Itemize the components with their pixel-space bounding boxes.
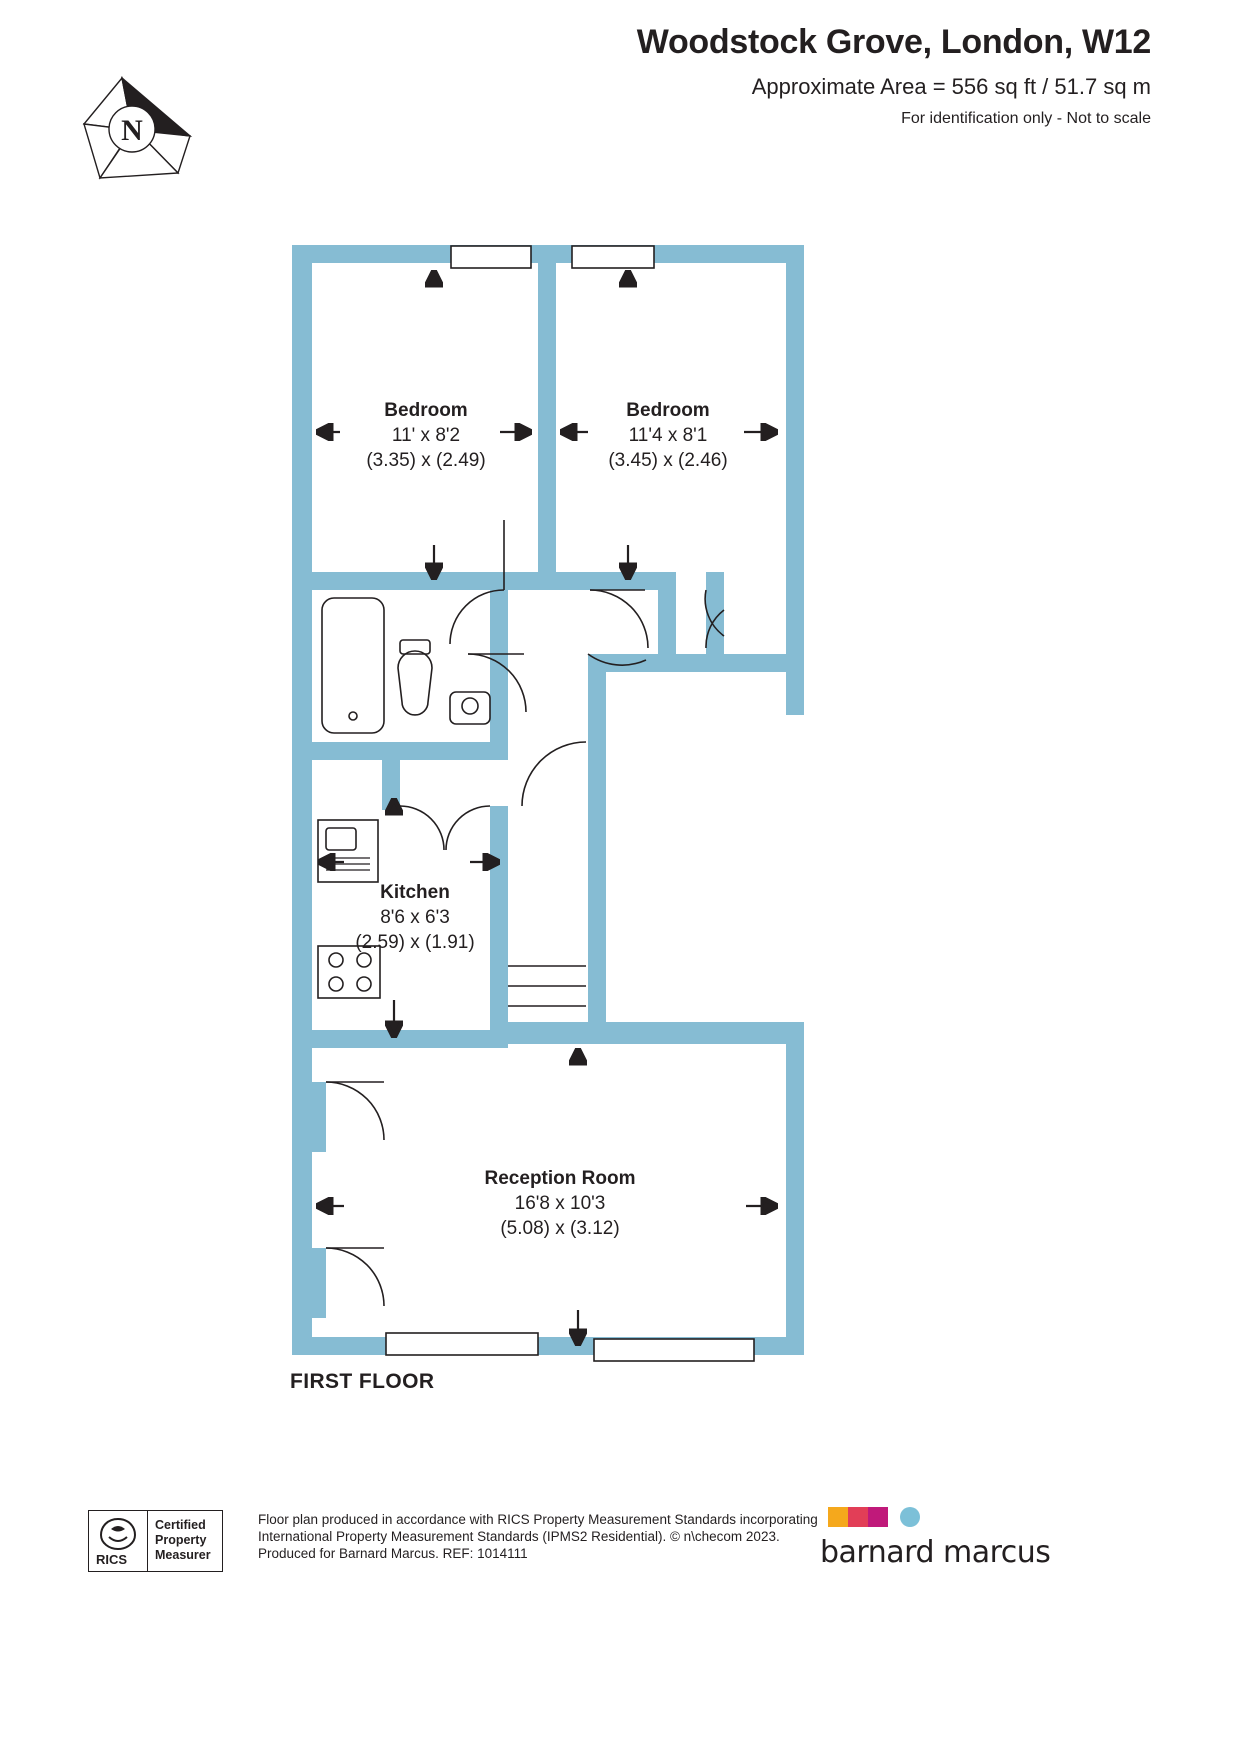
rics-crest-icon <box>95 1517 141 1551</box>
disclaimer-text <box>258 1511 818 1562</box>
room-dim-metric: (3.35) x (2.49) <box>366 450 486 471</box>
rics-certification-text <box>148 1511 211 1571</box>
room-name: Kitchen <box>380 882 450 903</box>
rics-wordmark: RICS <box>96 1552 128 1567</box>
plan-footer <box>0 1495 1241 1625</box>
toilet-icon <box>398 651 432 715</box>
room-label-bedroom-2 <box>578 398 758 473</box>
window-bedroom-1 <box>451 246 531 268</box>
room-name: Reception Room <box>484 1168 636 1189</box>
room-dim-metric: (3.45) x (2.46) <box>608 450 728 471</box>
brand-dot-4 <box>900 1507 920 1527</box>
room-name: Bedroom <box>626 400 710 421</box>
bathroom-fixtures <box>322 598 490 733</box>
brand-dots <box>828 1507 1080 1529</box>
window-reception-left <box>386 1333 538 1355</box>
window-bedroom-2 <box>572 246 654 268</box>
room-dim-imperial: 16'8 x 10'3 <box>514 1193 606 1214</box>
brand-dot-1 <box>828 1507 848 1527</box>
room-label-bedroom-1 <box>336 398 516 473</box>
brand-dot-2 <box>848 1507 868 1527</box>
rics-line-3: Measurer <box>155 1548 211 1562</box>
room-dim-metric: (2.59) x (1.91) <box>355 932 475 953</box>
disclaimer-line-2: International Property Measurement Standards (IPMS2 Residential). © n\checom 2023. <box>258 1529 780 1544</box>
disclaimer-line-3: Produced for Barnard Marcus. REF: 1014111 <box>258 1546 528 1561</box>
approximate-area: Approximate Area = 556 sq ft / 51.7 sq m <box>751 74 1151 99</box>
rics-logo <box>89 1511 148 1571</box>
room-dim-imperial: 11'4 x 8'1 <box>628 425 708 446</box>
page-title: Woodstock Grove, London, W12 <box>636 23 1151 61</box>
room-dim-imperial: 11' x 8'2 <box>391 425 461 446</box>
brand-dot-3 <box>868 1507 888 1527</box>
brand-logo <box>820 1507 1080 1570</box>
room-name: Bedroom <box>384 400 468 421</box>
rics-line-1: Certified <box>155 1518 206 1532</box>
disclaimer-line-1: Floor plan produced in accordance with RICS Property Measurement Standards incorporating <box>258 1512 818 1527</box>
brand-name: barnard marcus <box>820 1535 1051 1570</box>
basin-icon <box>450 692 490 724</box>
floor-label: FIRST FLOOR <box>290 1370 435 1393</box>
room-label-kitchen <box>320 880 510 955</box>
compass-north-label: N <box>121 114 143 147</box>
rics-line-2: Property <box>155 1533 207 1547</box>
identification-notice: For identification only - Not to scale <box>901 110 1151 127</box>
rics-certified-badge <box>88 1510 223 1572</box>
room-dim-imperial: 8'6 x 6'3 <box>380 907 450 928</box>
room-label-reception-room <box>440 1166 680 1241</box>
window-reception-right <box>594 1339 754 1361</box>
room-dim-metric: (5.08) x (3.12) <box>500 1218 620 1239</box>
